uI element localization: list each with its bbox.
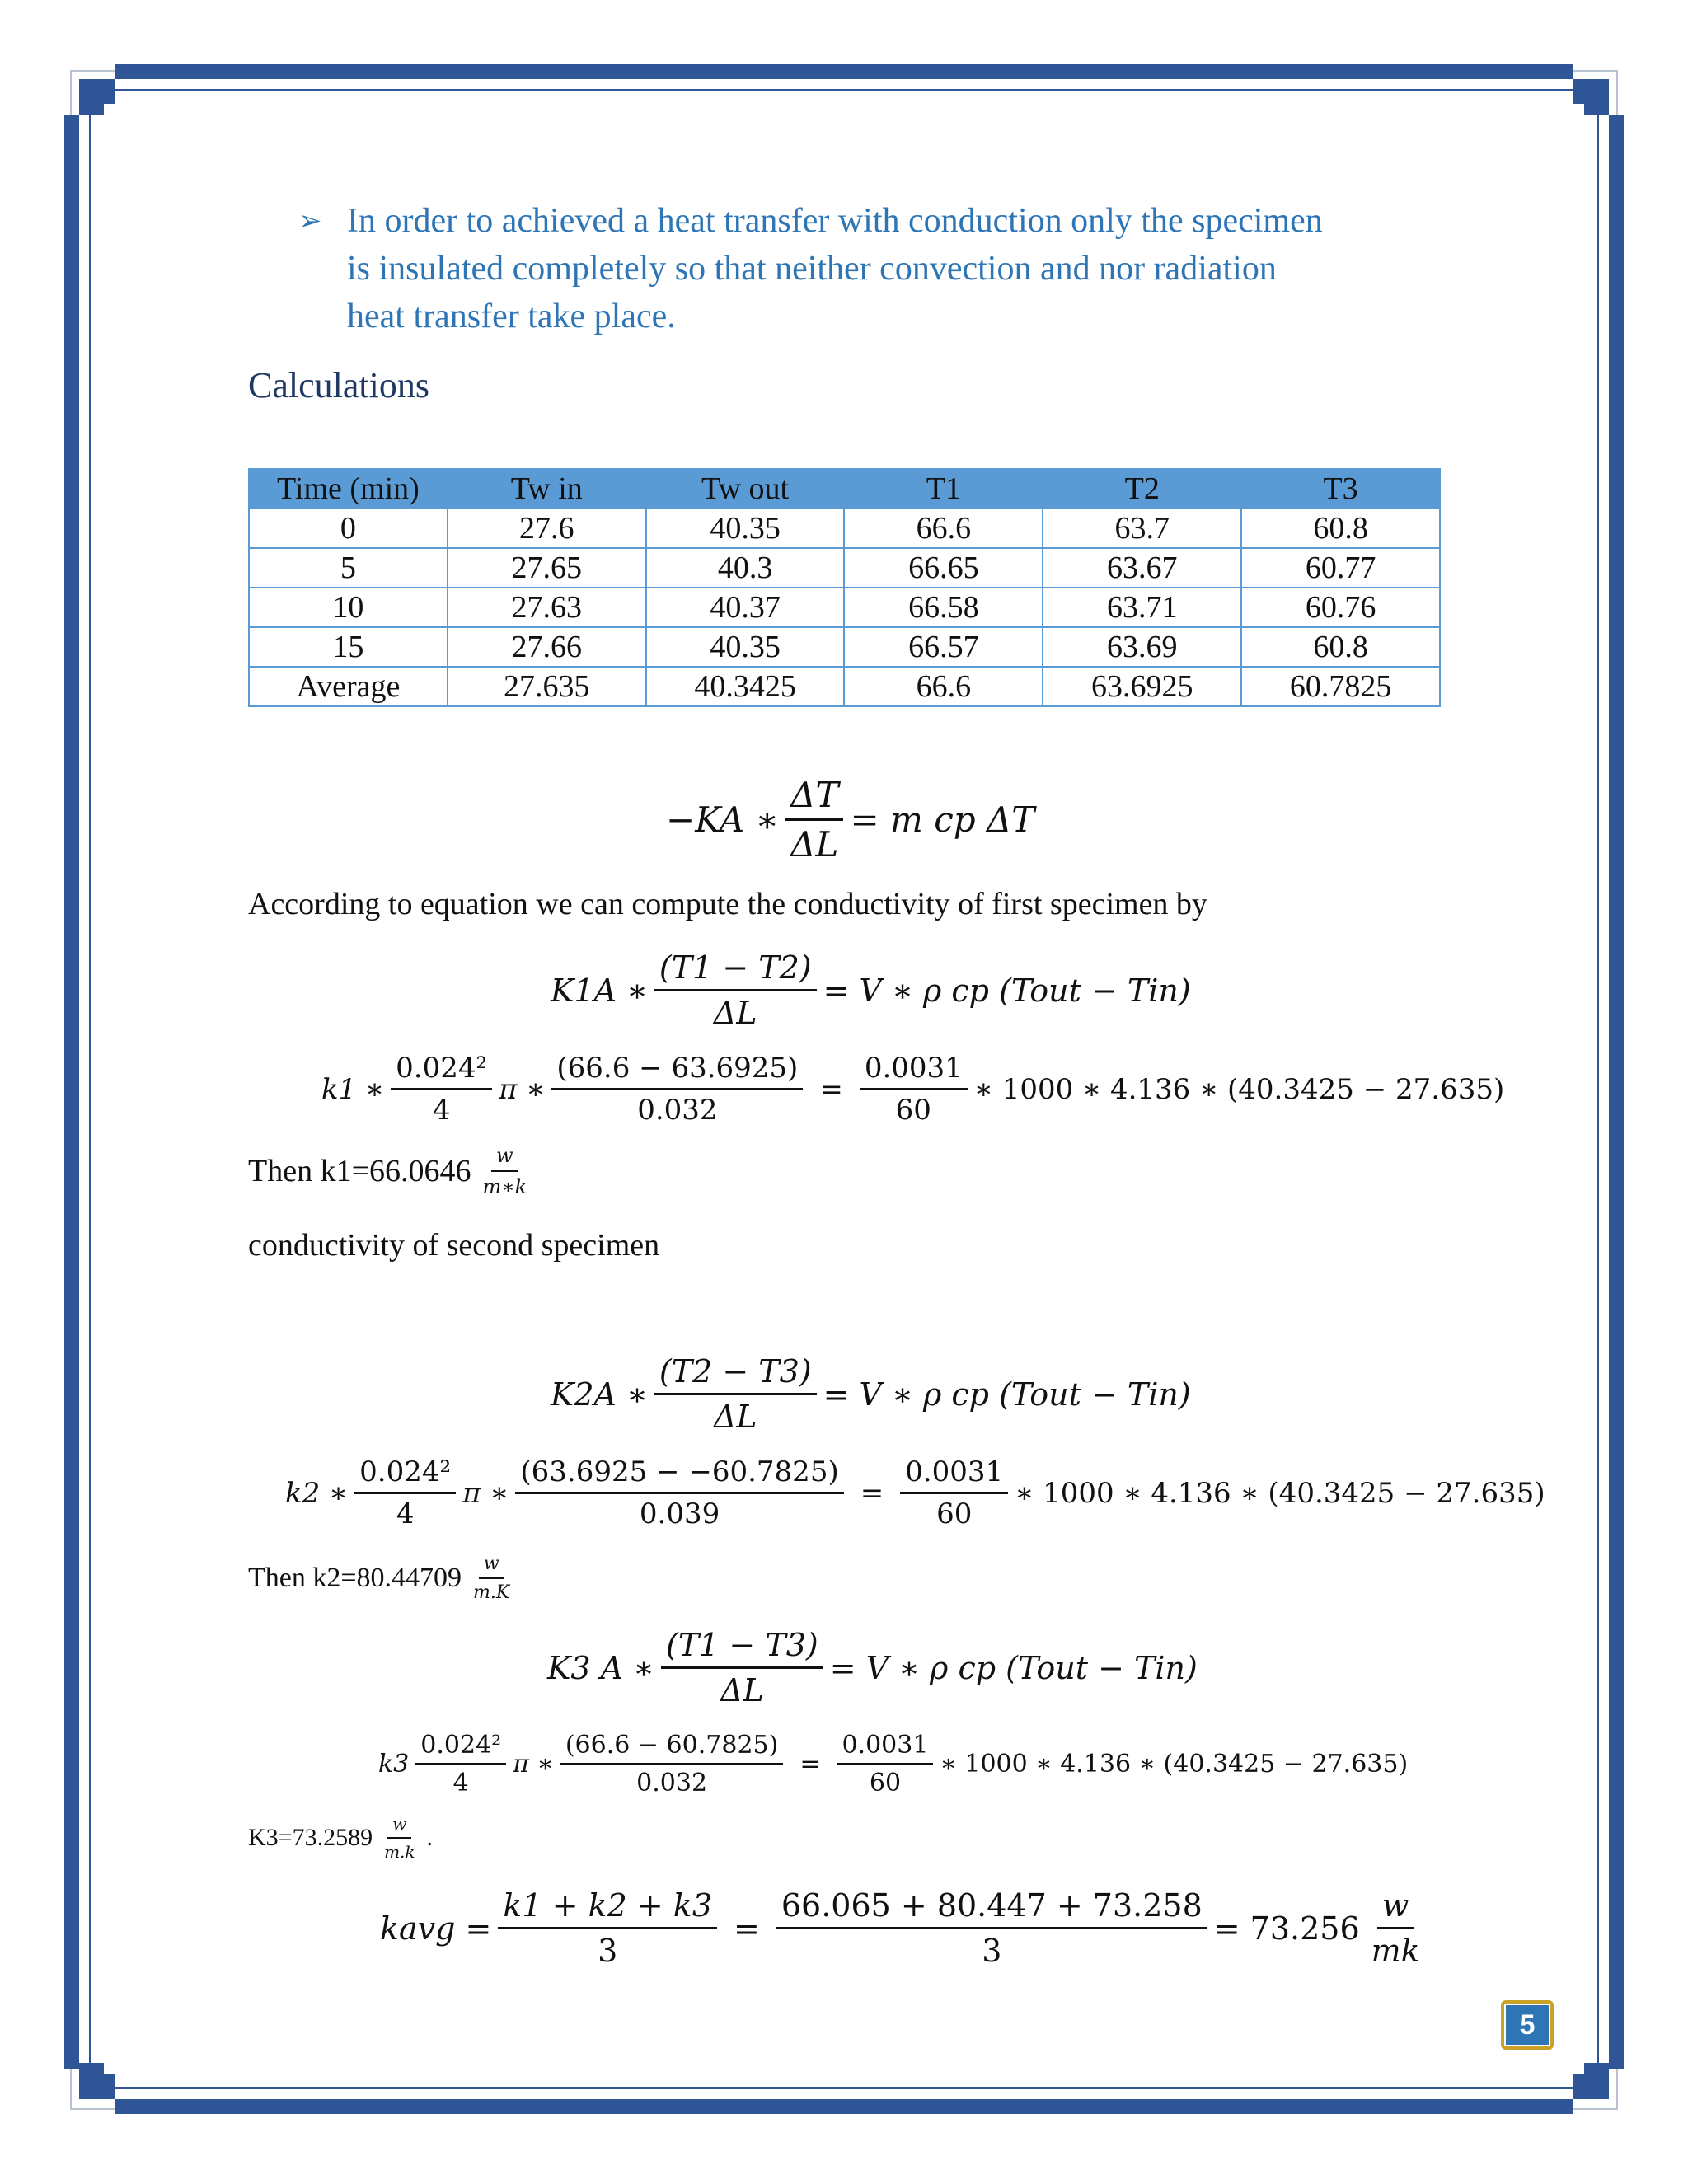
result-text: Then k2=80.44709 xyxy=(248,1563,462,1593)
eq-lhs: kavg = xyxy=(380,1910,492,1947)
equation-k3-values xyxy=(378,1731,1408,1797)
table-header-cell: T2 xyxy=(1043,469,1241,509)
eq-denominator: ΔL xyxy=(713,1399,757,1435)
unit-denominator: m.k xyxy=(384,1842,415,1862)
eq-denominator: 60 xyxy=(869,1769,902,1797)
eq-denominator: 0.032 xyxy=(636,1769,708,1797)
unit-denominator: mk xyxy=(1371,1933,1420,1969)
eq-fraction xyxy=(776,1887,1207,1969)
bullet-marker: ➢ xyxy=(298,204,322,237)
eq-denominator: 4 xyxy=(452,1769,469,1797)
table-cell: 66.58 xyxy=(844,588,1043,627)
eq-denominator: 4 xyxy=(396,1497,415,1530)
table-cell: 27.65 xyxy=(448,548,646,588)
unit-fraction xyxy=(379,1814,420,1862)
result-k3 xyxy=(248,1814,433,1862)
eq-tail: ∗ 1000 ∗ 4.136 ∗ (40.3425 − 27.635) xyxy=(1015,1476,1545,1510)
eq-fraction xyxy=(391,1052,492,1127)
table-cell: 10 xyxy=(249,588,448,627)
eq-numerator: (T1 − T3) xyxy=(661,1627,823,1669)
table-cell: 63.71 xyxy=(1043,588,1241,627)
eq-tail: ∗ 1000 ∗ 4.136 ∗ (40.3425 − 27.635) xyxy=(940,1750,1409,1779)
eq-lhs: −KA ∗ xyxy=(666,799,780,840)
eq-numerator: (66.6 − 63.6925) xyxy=(551,1052,803,1090)
eq-tail: ∗ 1000 ∗ 4.136 ∗ (40.3425 − 27.635) xyxy=(973,1072,1505,1106)
eq-pi: π ∗ xyxy=(462,1476,509,1510)
unit-fraction xyxy=(478,1144,532,1198)
eq-fraction xyxy=(654,1353,817,1435)
eq-fraction xyxy=(515,1455,843,1530)
table-header-row xyxy=(249,469,1440,509)
eq-denominator: ΔL xyxy=(720,1672,764,1708)
table-cell: 66.57 xyxy=(844,627,1043,667)
result-k2 xyxy=(248,1554,521,1603)
table-cell: Average xyxy=(249,667,448,706)
eq-fraction xyxy=(415,1731,506,1797)
table-cell: 63.6925 xyxy=(1043,667,1241,706)
page-number: 5 xyxy=(1519,2008,1536,2041)
eq-equals: = xyxy=(860,1476,884,1510)
table-cell: 27.6 xyxy=(448,509,646,548)
bullet-line: heat transfer take place. xyxy=(347,298,676,335)
equation-k2-values xyxy=(285,1455,1545,1530)
eq-fraction xyxy=(551,1052,803,1127)
table-cell: 63.7 xyxy=(1043,509,1241,548)
eq-denominator: ΔL xyxy=(713,995,757,1031)
unit-denominator: m∗k xyxy=(482,1175,528,1198)
unit-fraction xyxy=(468,1554,514,1603)
unit-numerator: w xyxy=(1377,1887,1414,1929)
table-cell: 60.7825 xyxy=(1241,667,1440,706)
result-k1 xyxy=(248,1144,538,1198)
eq-fraction xyxy=(900,1455,1008,1530)
table-cell: 63.69 xyxy=(1043,627,1241,667)
table-cell: 63.67 xyxy=(1043,548,1241,588)
eq-denominator: 60 xyxy=(936,1497,973,1530)
eq-lhs: K1A ∗ xyxy=(551,972,648,1009)
eq-fraction xyxy=(354,1455,456,1530)
equation-main xyxy=(666,775,1034,865)
table-cell: 60.76 xyxy=(1241,588,1440,627)
unit-denominator: m.K xyxy=(473,1582,510,1603)
unit-numerator: w xyxy=(387,1814,411,1839)
unit-fraction xyxy=(1367,1887,1425,1969)
eq-denominator: 0.039 xyxy=(639,1497,720,1530)
eq-pi: π ∗ xyxy=(513,1750,554,1779)
table-cell: 40.35 xyxy=(646,509,845,548)
eq-fraction xyxy=(860,1052,968,1127)
table-row xyxy=(249,627,1440,667)
table-row xyxy=(249,548,1440,588)
table-row-average xyxy=(249,667,1440,706)
result-trail: . xyxy=(426,1824,434,1851)
eq-equals: = xyxy=(819,1072,843,1106)
unit-numerator: w xyxy=(479,1554,504,1579)
page-number-badge xyxy=(1501,2000,1554,2050)
table-row xyxy=(249,588,1440,627)
eq-numerator: 0.0031 xyxy=(837,1731,933,1765)
eq-rhs: = V ∗ ρ cp (Tout − Tin) xyxy=(829,1649,1198,1686)
bullet-line: In order to achieved a heat transfer with conduction only the specimen xyxy=(347,202,1323,240)
table-cell: 66.65 xyxy=(844,548,1043,588)
eq-result: = 73.256 xyxy=(1213,1910,1360,1947)
table-cell: 66.6 xyxy=(844,667,1043,706)
table-cell: 40.35 xyxy=(646,627,845,667)
equation-k3-general xyxy=(547,1627,1198,1708)
result-text: K3=73.2589 xyxy=(248,1824,373,1851)
eq-lhs: K2A ∗ xyxy=(551,1376,648,1413)
eq-lead: k2 ∗ xyxy=(285,1476,349,1510)
eq-rhs: = m cp ΔT xyxy=(850,799,1035,840)
eq-equals: = xyxy=(799,1750,821,1779)
table-header-cell: T3 xyxy=(1241,469,1440,509)
section-heading: Calculations xyxy=(248,365,429,405)
bullet-paragraph xyxy=(347,197,1323,340)
equation-k2-general xyxy=(551,1353,1191,1435)
result-text: Then k1=66.0646 xyxy=(248,1154,471,1188)
eq-fraction xyxy=(837,1731,933,1797)
table-cell: 60.8 xyxy=(1241,627,1440,667)
eq-denominator: 60 xyxy=(895,1094,931,1127)
bullet-line: is insulated completely so that neither convection and nor radiation xyxy=(347,250,1277,288)
eq-numerator: 0.0031 xyxy=(860,1052,968,1090)
eq-denominator: 4 xyxy=(432,1094,451,1127)
table-header-cell: Tw in xyxy=(448,469,646,509)
equation-kavg xyxy=(380,1887,1432,1969)
table-header-cell: T1 xyxy=(844,469,1043,509)
table-cell: 27.66 xyxy=(448,627,646,667)
eq-numerator: 66.065 + 80.447 + 73.258 xyxy=(776,1887,1207,1929)
eq-lead: k1 ∗ xyxy=(321,1072,385,1106)
eq-denominator: 3 xyxy=(982,1933,1002,1969)
table-cell: 40.3 xyxy=(646,548,845,588)
table-cell: 40.37 xyxy=(646,588,845,627)
eq-numerator: (63.6925 − −60.7825) xyxy=(515,1455,843,1494)
unit-numerator: w xyxy=(491,1144,518,1172)
eq-fraction xyxy=(560,1731,783,1797)
eq-fraction xyxy=(654,949,817,1031)
table-row xyxy=(249,509,1440,548)
eq-fraction xyxy=(785,775,843,865)
eq-numerator: 0.0031 xyxy=(900,1455,1008,1494)
eq-numerator: 0.024² xyxy=(415,1731,506,1765)
table-header-cell: Tw out xyxy=(646,469,845,509)
eq-numerator: k1 + k2 + k3 xyxy=(498,1887,717,1929)
eq-pi: π ∗ xyxy=(499,1072,546,1106)
eq-fraction xyxy=(661,1627,823,1708)
equation-k1-general xyxy=(551,949,1191,1031)
eq-lead: k3 xyxy=(378,1750,410,1779)
table-cell: 60.77 xyxy=(1241,548,1440,588)
eq-rhs: = V ∗ ρ cp (Tout − Tin) xyxy=(823,1376,1191,1413)
table-cell: 66.6 xyxy=(844,509,1043,548)
eq-numerator: 0.024² xyxy=(354,1455,456,1494)
table-cell: 60.8 xyxy=(1241,509,1440,548)
measurements-table xyxy=(248,468,1441,707)
eq-equals: = xyxy=(734,1910,760,1947)
table-cell: 40.3425 xyxy=(646,667,845,706)
table-header-cell: Time (min) xyxy=(249,469,448,509)
text-second-specimen: conductivity of second specimen xyxy=(248,1228,660,1263)
table-cell: 27.63 xyxy=(448,588,646,627)
eq-denominator: 0.032 xyxy=(637,1094,718,1127)
eq-rhs: = V ∗ ρ cp (Tout − Tin) xyxy=(823,972,1191,1009)
eq-numerator: (T1 − T2) xyxy=(654,949,817,991)
table-cell: 5 xyxy=(249,548,448,588)
table-cell: 27.635 xyxy=(448,667,646,706)
eq-numerator: (66.6 − 60.7825) xyxy=(560,1731,783,1765)
eq-denominator: ΔL xyxy=(790,824,839,865)
eq-lhs: K3 A ∗ xyxy=(547,1649,654,1686)
eq-numerator: (T2 − T3) xyxy=(654,1353,817,1395)
equation-k1-values xyxy=(321,1052,1504,1127)
text-according: According to equation we can compute the conductivity of first specimen by xyxy=(248,887,1207,921)
table-cell: 15 xyxy=(249,627,448,667)
eq-fraction xyxy=(498,1887,717,1969)
eq-denominator: 3 xyxy=(598,1933,618,1969)
eq-numerator: 0.024² xyxy=(391,1052,492,1090)
table-cell: 0 xyxy=(249,509,448,548)
eq-numerator: ΔT xyxy=(785,775,843,821)
